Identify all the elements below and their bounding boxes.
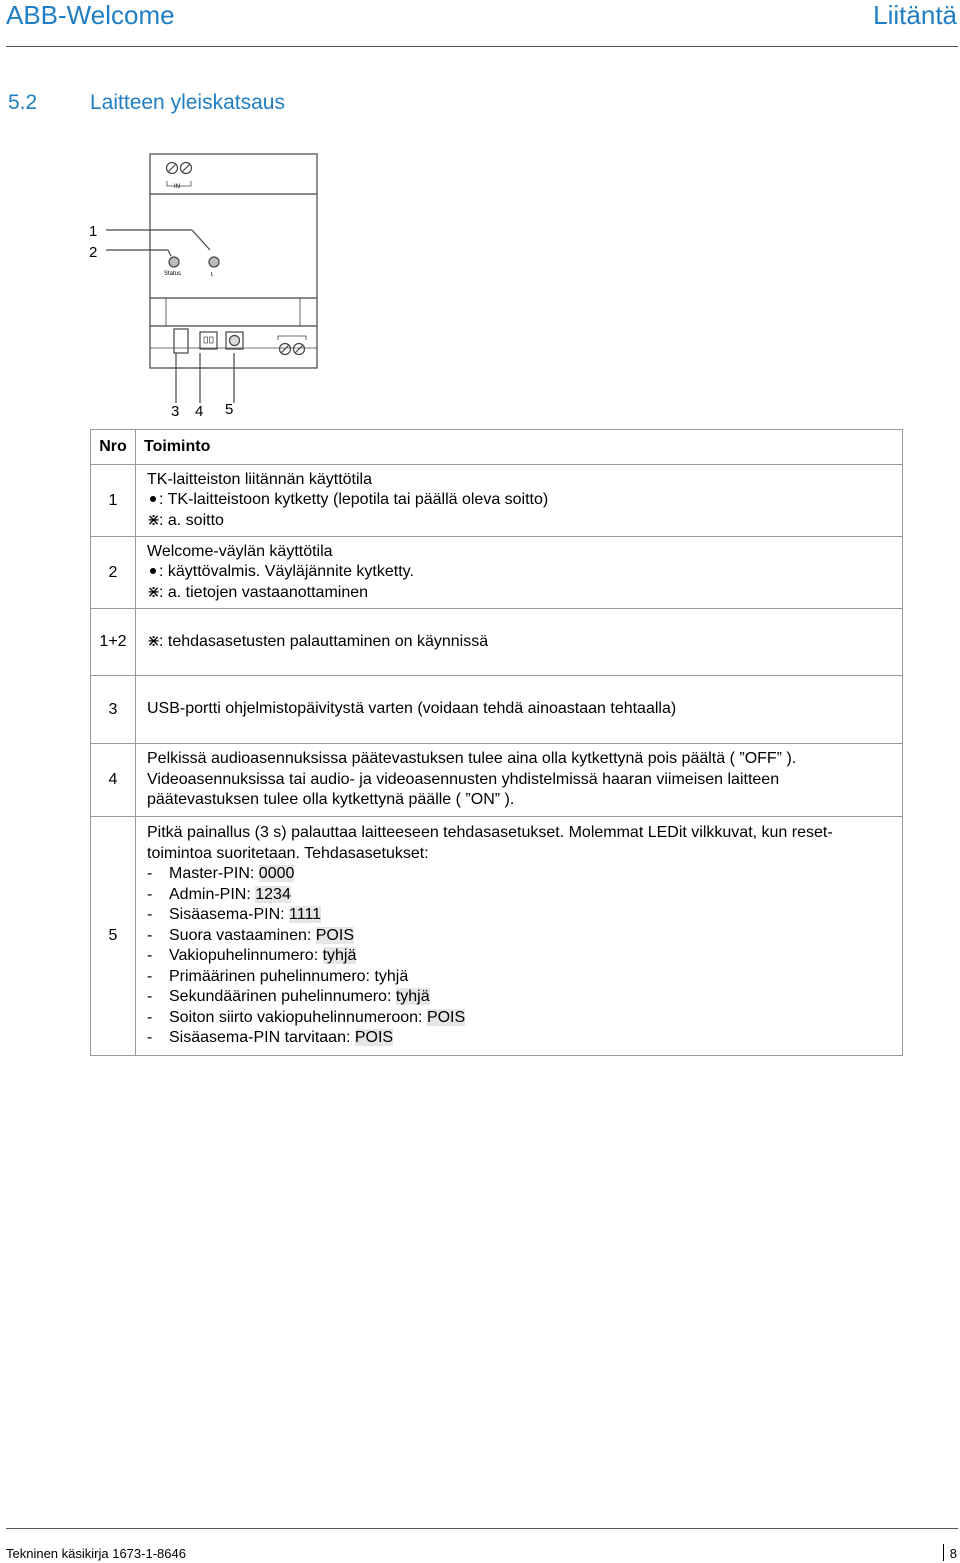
- setting-value: POIS: [354, 1029, 394, 1046]
- row-number: 3: [91, 676, 136, 744]
- usb-port-icon: [174, 329, 188, 353]
- header-divider: [6, 46, 958, 47]
- row-function: USB-portti ohjelmistopäivitystä varten (voidaan tehdä ainoastaan tehtaalla): [136, 676, 903, 744]
- setting-label: Vakiopuhelinnumero:: [169, 947, 323, 964]
- led-on-icon: [147, 490, 159, 511]
- function-line: Welcome-väylän käyttötila: [147, 542, 333, 560]
- page-number: 8: [943, 1544, 957, 1561]
- setting-label: Sisäasema-PIN tarvitaan:: [169, 1029, 355, 1046]
- function-table: [90, 429, 903, 1056]
- list-dash: -: [147, 947, 153, 964]
- header-title: ABB-Welcome: [6, 0, 175, 30]
- callout-5: 5: [225, 401, 234, 418]
- led-blinking-icon: ⋇: [147, 511, 161, 529]
- list-dash: -: [147, 967, 153, 985]
- row-number: 1+2: [91, 609, 136, 676]
- row-number: 5: [91, 817, 136, 1056]
- setting-value: tyhjä: [395, 988, 430, 1005]
- default-settings-list: [147, 864, 894, 1049]
- figure-status-label: Status: [164, 271, 182, 277]
- list-dash: -: [147, 865, 153, 882]
- table-row: [91, 817, 903, 1056]
- default-setting-item: [147, 885, 894, 906]
- row-number: 4: [91, 744, 136, 817]
- row-function: ⋇: tehdasasetusten palauttaminen on käynnissä: [136, 609, 903, 676]
- table-row: [91, 744, 903, 817]
- header-chapter: Liitäntä: [873, 0, 957, 30]
- footer-document: Tekninen käsikirja 1673-1-8646: [6, 1546, 186, 1561]
- default-setting-item: [147, 946, 894, 967]
- column-header-toiminto: Toiminto: [136, 430, 903, 465]
- setting-label: Soiton siirto vakiopuhelinnumeroon:: [169, 1008, 427, 1026]
- default-setting-item: [147, 1028, 894, 1049]
- setting-value: 1111: [289, 906, 322, 923]
- section-title: Laitteen yleiskatsaus: [90, 91, 285, 114]
- section-heading: [8, 91, 285, 115]
- function-line: : TK-laitteistoon kytketty (lepotila tai päällä oleva soitto): [147, 490, 894, 511]
- setting-label: Master-PIN:: [169, 865, 259, 882]
- row-function: [136, 465, 903, 537]
- setting-value: POIS: [315, 926, 354, 944]
- callout-4: 4: [195, 403, 204, 420]
- default-setting-item: [147, 926, 894, 947]
- default-setting-item: [147, 987, 894, 1008]
- setting-value: POIS: [426, 1008, 466, 1026]
- setting-value: tyhjä: [322, 947, 357, 964]
- row-function: [136, 817, 903, 1056]
- led-on-icon: [147, 562, 159, 583]
- list-dash: -: [147, 926, 153, 944]
- setting-label: Sisäasema-PIN:: [169, 906, 290, 923]
- list-dash: -: [147, 988, 153, 1005]
- setting-label: Primäärinen puhelinnumero: tyhjä: [169, 967, 409, 985]
- default-setting-item: [147, 967, 894, 988]
- table-row: [91, 676, 903, 744]
- list-dash: -: [147, 906, 153, 923]
- table-row: [91, 537, 903, 609]
- status-led-icon: [169, 257, 179, 267]
- function-line: TK-laitteiston liitännän käyttötila: [147, 470, 372, 488]
- function-line: ⋇: a. soitto: [147, 511, 894, 532]
- row-number: 1: [91, 465, 136, 537]
- table-row: [91, 609, 903, 676]
- figure-in-label: IN: [174, 184, 180, 190]
- table-row: [91, 465, 903, 537]
- default-setting-item: [147, 1008, 894, 1029]
- setting-label: Sekundäärinen puhelinnumero:: [169, 988, 396, 1005]
- reset-intro: Pitkä painallus (3 s) palauttaa laitteeseen tehdasasetukset. Molemmat LEDit vilkkuvat, kun reset-toimintoa suoritetaan. Tehdasasetukset:: [147, 824, 833, 862]
- list-dash: -: [147, 885, 153, 903]
- callout-2: 2: [89, 244, 98, 261]
- row-number: 2: [91, 537, 136, 609]
- termination-switch-icon: [200, 332, 217, 349]
- section-number: 5.2: [8, 91, 38, 114]
- row-function: Pelkissä audioasennuksissa päätevastuksen tulee aina olla kytkettynä pois päältä ( ”OFF” ). Videoasennuksissa tai audio- ja videoasennusten yhdistelmissä haaran viimeisen laitteen päätevastuksen tulee olla kytkettynä päälle ( ”ON” ).: [136, 744, 903, 817]
- setting-value: 0000: [258, 865, 295, 882]
- led-blinking-icon: ⋇: [147, 632, 161, 650]
- callout-3: 3: [171, 403, 180, 420]
- device-diagram: [80, 148, 340, 423]
- list-dash: -: [147, 1008, 153, 1026]
- column-header-nro: Nro: [91, 430, 136, 465]
- led-blinking-icon: ⋇: [147, 583, 161, 601]
- function-line: ⋇: a. tietojen vastaanottaminen: [147, 583, 894, 604]
- list-dash: -: [147, 1029, 153, 1046]
- setting-label: Admin-PIN:: [169, 885, 256, 903]
- default-setting-item: [147, 864, 894, 885]
- setting-label: Suora vastaaminen:: [169, 926, 316, 944]
- setting-value: 1234: [255, 885, 291, 903]
- row-function: [136, 537, 903, 609]
- bus-led-icon: [209, 257, 219, 267]
- function-line: : käyttövalmis. Väyläjännite kytketty.: [147, 562, 894, 583]
- callout-1: 1: [89, 223, 98, 240]
- footer-divider: [6, 1528, 958, 1529]
- table-header-row: [91, 430, 903, 465]
- default-setting-item: [147, 905, 894, 926]
